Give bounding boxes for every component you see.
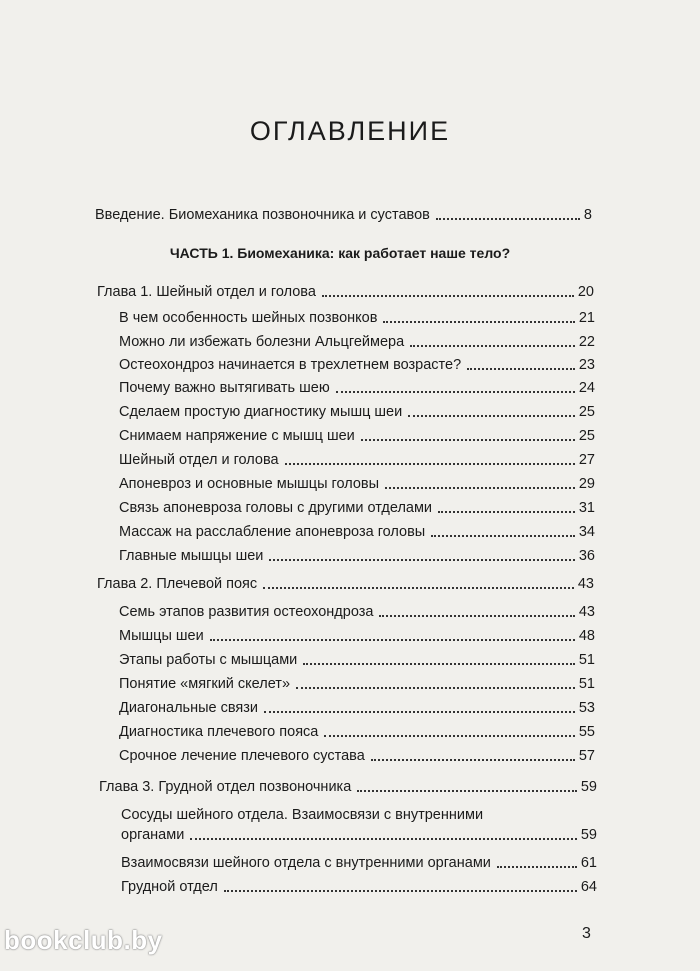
toc-entry (119, 522, 595, 542)
dot-leader (336, 391, 575, 393)
toc-entry (121, 853, 597, 873)
dot-leader (379, 615, 574, 617)
toc-page-number: 53 (578, 700, 595, 716)
toc-label: Почему важно вытягивать шею (119, 380, 330, 396)
page-title: ОГЛАВЛЕНИЕ (249, 116, 451, 146)
toc-label: Срочное лечение плечевого сустава (119, 748, 365, 764)
toc-label: Можно ли избежать болезни Альцгеймера (119, 334, 405, 350)
toc-page-number: 43 (578, 604, 595, 620)
watermark: bookclub.by (4, 925, 163, 955)
toc-label-line2: органами (121, 827, 185, 843)
dot-leader (497, 866, 577, 868)
toc-label: Грудной отдел (121, 879, 218, 895)
toc-entry (119, 650, 595, 670)
toc-page-number: 24 (578, 380, 595, 396)
toc-page-number: 20 (577, 284, 594, 300)
toc-page-number: 23 (578, 357, 595, 373)
dot-leader (357, 790, 577, 792)
toc-page-number: 48 (578, 628, 595, 644)
toc-page-number: 57 (578, 748, 595, 764)
page-number: 3 (582, 925, 591, 942)
dot-leader (322, 295, 574, 297)
toc-page-number: 22 (578, 334, 595, 350)
toc-page-number: 36 (578, 548, 595, 564)
toc-chapter-2 (97, 574, 594, 594)
toc-entry (119, 308, 595, 328)
toc-page-number: 21 (578, 310, 595, 326)
dot-leader (371, 759, 575, 761)
dot-leader (467, 368, 575, 370)
toc-entry (119, 332, 595, 352)
dot-leader (436, 218, 580, 220)
toc-entry (119, 450, 595, 470)
toc-label: В чем особенность шейных позвонков (119, 310, 378, 326)
toc-page-number: 25 (578, 404, 595, 420)
toc-label: Главные мышцы шеи (119, 548, 264, 564)
toc-label: Апоневроз и основные мышцы головы (119, 476, 380, 492)
toc-label: Мышцы шеи (119, 628, 204, 644)
dot-leader (303, 663, 575, 665)
toc-page-number: 27 (578, 452, 595, 468)
toc-label: Диагональные связи (119, 700, 259, 716)
toc-chapter-3 (99, 777, 597, 797)
toc-label: Понятие «мягкий скелет» (119, 676, 291, 692)
dot-leader (361, 439, 575, 441)
dot-leader (324, 735, 575, 737)
toc-label: Массаж на расслабление апоневроза головы (119, 524, 426, 540)
toc-page-number: 29 (578, 476, 595, 492)
toc-entry (119, 402, 595, 422)
toc-page-number: 55 (578, 724, 595, 740)
dot-leader (410, 345, 575, 347)
toc-page-number: 43 (577, 576, 594, 592)
toc-page-number: 25 (578, 428, 595, 444)
toc-label: Остеохондроз начинается в трехлетнем возрасте? (119, 357, 462, 373)
toc-label: Взаимосвязи шейного отдела с внутренними органами (121, 855, 491, 871)
toc-entry (121, 877, 597, 897)
toc-label: Сделаем простую диагностику мышц шеи (119, 404, 403, 420)
toc-entry (119, 378, 595, 398)
toc-label: Диагностика плечевого пояса (119, 724, 319, 740)
part-heading: ЧАСТЬ 1. Биомеханика: как работает наше тело? (169, 245, 511, 261)
dot-leader (383, 321, 574, 323)
toc-label: Шейный отдел и голова (119, 452, 279, 468)
dot-leader (438, 511, 575, 513)
toc-entry (119, 602, 595, 622)
toc-label: Семь этапов развития остеохондроза (119, 604, 374, 620)
toc-entry (119, 698, 595, 718)
dot-leader (263, 587, 574, 589)
toc-label: Связь апоневроза головы с другими отделами (119, 500, 433, 516)
toc-page-number: 59 (580, 827, 597, 843)
toc-entry (119, 498, 595, 518)
toc-entry (119, 546, 595, 566)
toc-entry (119, 426, 595, 446)
toc-entry (119, 722, 595, 742)
toc-page-number: 64 (580, 879, 597, 895)
toc-entry (119, 355, 595, 375)
toc-entry-intro (95, 205, 592, 225)
toc-label-line1: Сосуды шейного отдела. Взаимосвязи с внутренними (121, 807, 484, 823)
dot-leader (210, 639, 575, 641)
toc-label: Этапы работы с мышцами (119, 652, 298, 668)
toc-page-number: 51 (578, 676, 595, 692)
toc-page-number: 61 (580, 855, 597, 871)
toc-page-number: 59 (580, 779, 597, 795)
toc-entry (119, 626, 595, 646)
dot-leader (190, 838, 577, 840)
dot-leader (269, 559, 574, 561)
dot-leader (296, 687, 575, 689)
toc-entry-line2 (121, 825, 597, 845)
toc-label: Введение. Биомеханика позвоночника и суставов (95, 207, 430, 223)
toc-label: Глава 2. Плечевой пояс (97, 576, 258, 592)
toc-label: Снимаем напряжение с мышц шеи (119, 428, 355, 444)
dot-leader (408, 415, 575, 417)
toc-chapter-1 (97, 282, 594, 302)
toc-entry (119, 674, 595, 694)
toc-label: Глава 1. Шейный отдел и голова (97, 284, 316, 300)
toc-page-number: 34 (578, 524, 595, 540)
toc-entry (119, 474, 595, 494)
dot-leader (385, 487, 575, 489)
dot-leader (431, 535, 575, 537)
toc-entry (121, 805, 597, 845)
dot-leader (224, 890, 577, 892)
toc-page-number: 31 (578, 500, 595, 516)
toc-page-number: 51 (578, 652, 595, 668)
toc-label: Глава 3. Грудной отдел позвоночника (99, 779, 352, 795)
toc-entry (119, 746, 595, 766)
dot-leader (285, 463, 575, 465)
toc-page-number: 8 (583, 207, 592, 223)
dot-leader (264, 711, 575, 713)
